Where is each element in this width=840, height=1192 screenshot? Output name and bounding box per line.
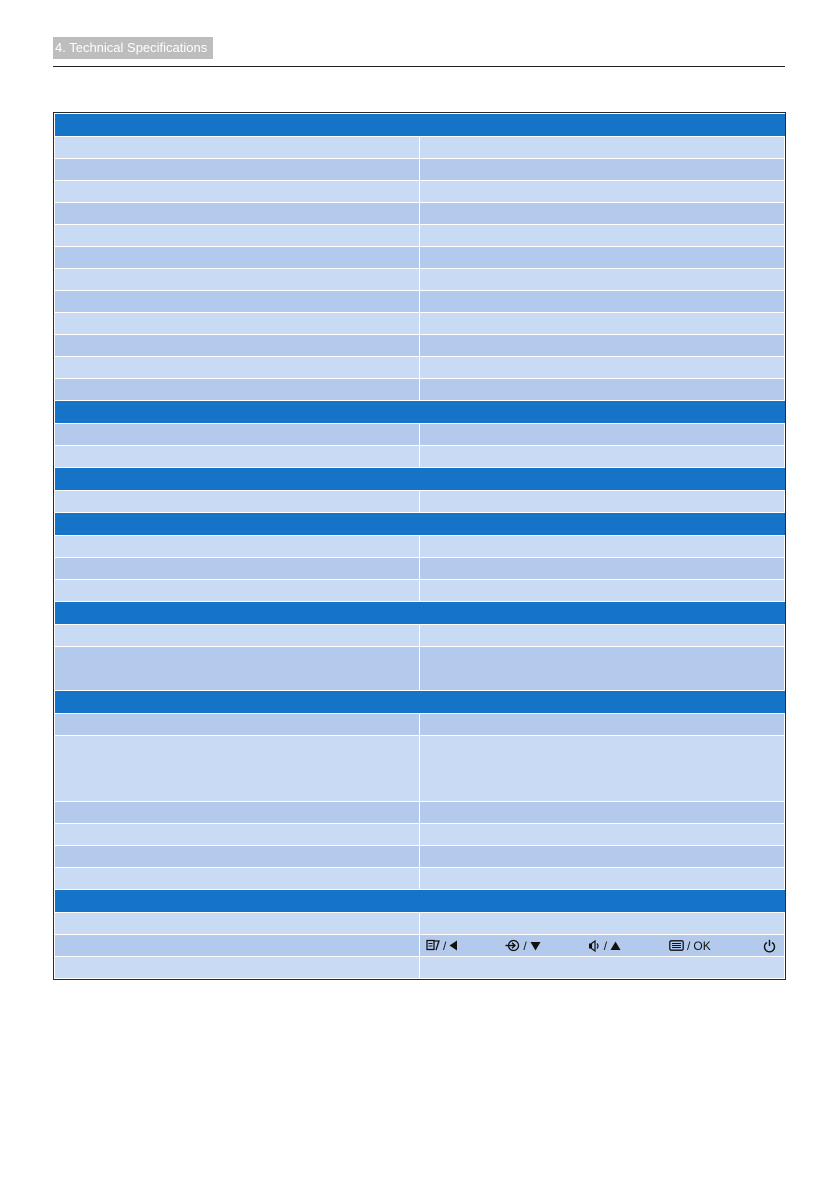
table-row (55, 558, 785, 580)
control-buttons (424, 935, 780, 956)
input-icon (505, 939, 520, 952)
table-row (55, 181, 785, 203)
section-header (55, 401, 785, 424)
table-row (55, 957, 785, 979)
section-header (55, 602, 785, 625)
header-rule (53, 66, 785, 67)
table-row (55, 137, 785, 159)
table-row-controls (55, 935, 785, 957)
table-row (55, 580, 785, 602)
section-header (55, 513, 785, 536)
ok-label: OK (693, 938, 711, 953)
table-row (55, 491, 785, 513)
table-row (55, 291, 785, 313)
power-control (763, 939, 776, 953)
section-header (55, 890, 785, 913)
separator: / (603, 938, 608, 953)
section-header (55, 691, 785, 714)
table-row (55, 313, 785, 335)
table-row (55, 868, 785, 890)
chapter-tab: 4. Technical Specifications (53, 37, 213, 59)
table-row (55, 424, 785, 446)
separator: / (523, 938, 527, 953)
section-header (55, 468, 785, 491)
table-row (55, 846, 785, 868)
menu-ok-control (669, 939, 711, 953)
spec-table (54, 113, 785, 979)
table-row (55, 357, 785, 379)
table-row (55, 159, 785, 181)
table-row (55, 802, 785, 824)
power-icon (763, 939, 776, 953)
smartimage-left-control (426, 939, 458, 953)
left-triangle-icon (449, 940, 458, 951)
separator: / (443, 938, 447, 953)
table-row (55, 913, 785, 935)
input-down-control (505, 939, 540, 953)
table-row (55, 647, 785, 691)
table-row (55, 269, 785, 291)
smartimage-icon (426, 939, 440, 952)
table-row (55, 625, 785, 647)
table-row (55, 203, 785, 225)
volume-up-control (588, 939, 621, 953)
table-row (55, 736, 785, 802)
table-row (55, 714, 785, 736)
separator: / (687, 938, 691, 953)
table-row (55, 335, 785, 357)
up-triangle-icon (610, 941, 621, 951)
table-row (55, 379, 785, 401)
menu-icon (669, 940, 684, 951)
table-row (55, 225, 785, 247)
section-header (55, 114, 785, 137)
down-triangle-icon (530, 941, 541, 951)
table-row (55, 247, 785, 269)
table-row (55, 446, 785, 468)
volume-icon (588, 940, 601, 952)
table-row (55, 536, 785, 558)
table-row (55, 824, 785, 846)
